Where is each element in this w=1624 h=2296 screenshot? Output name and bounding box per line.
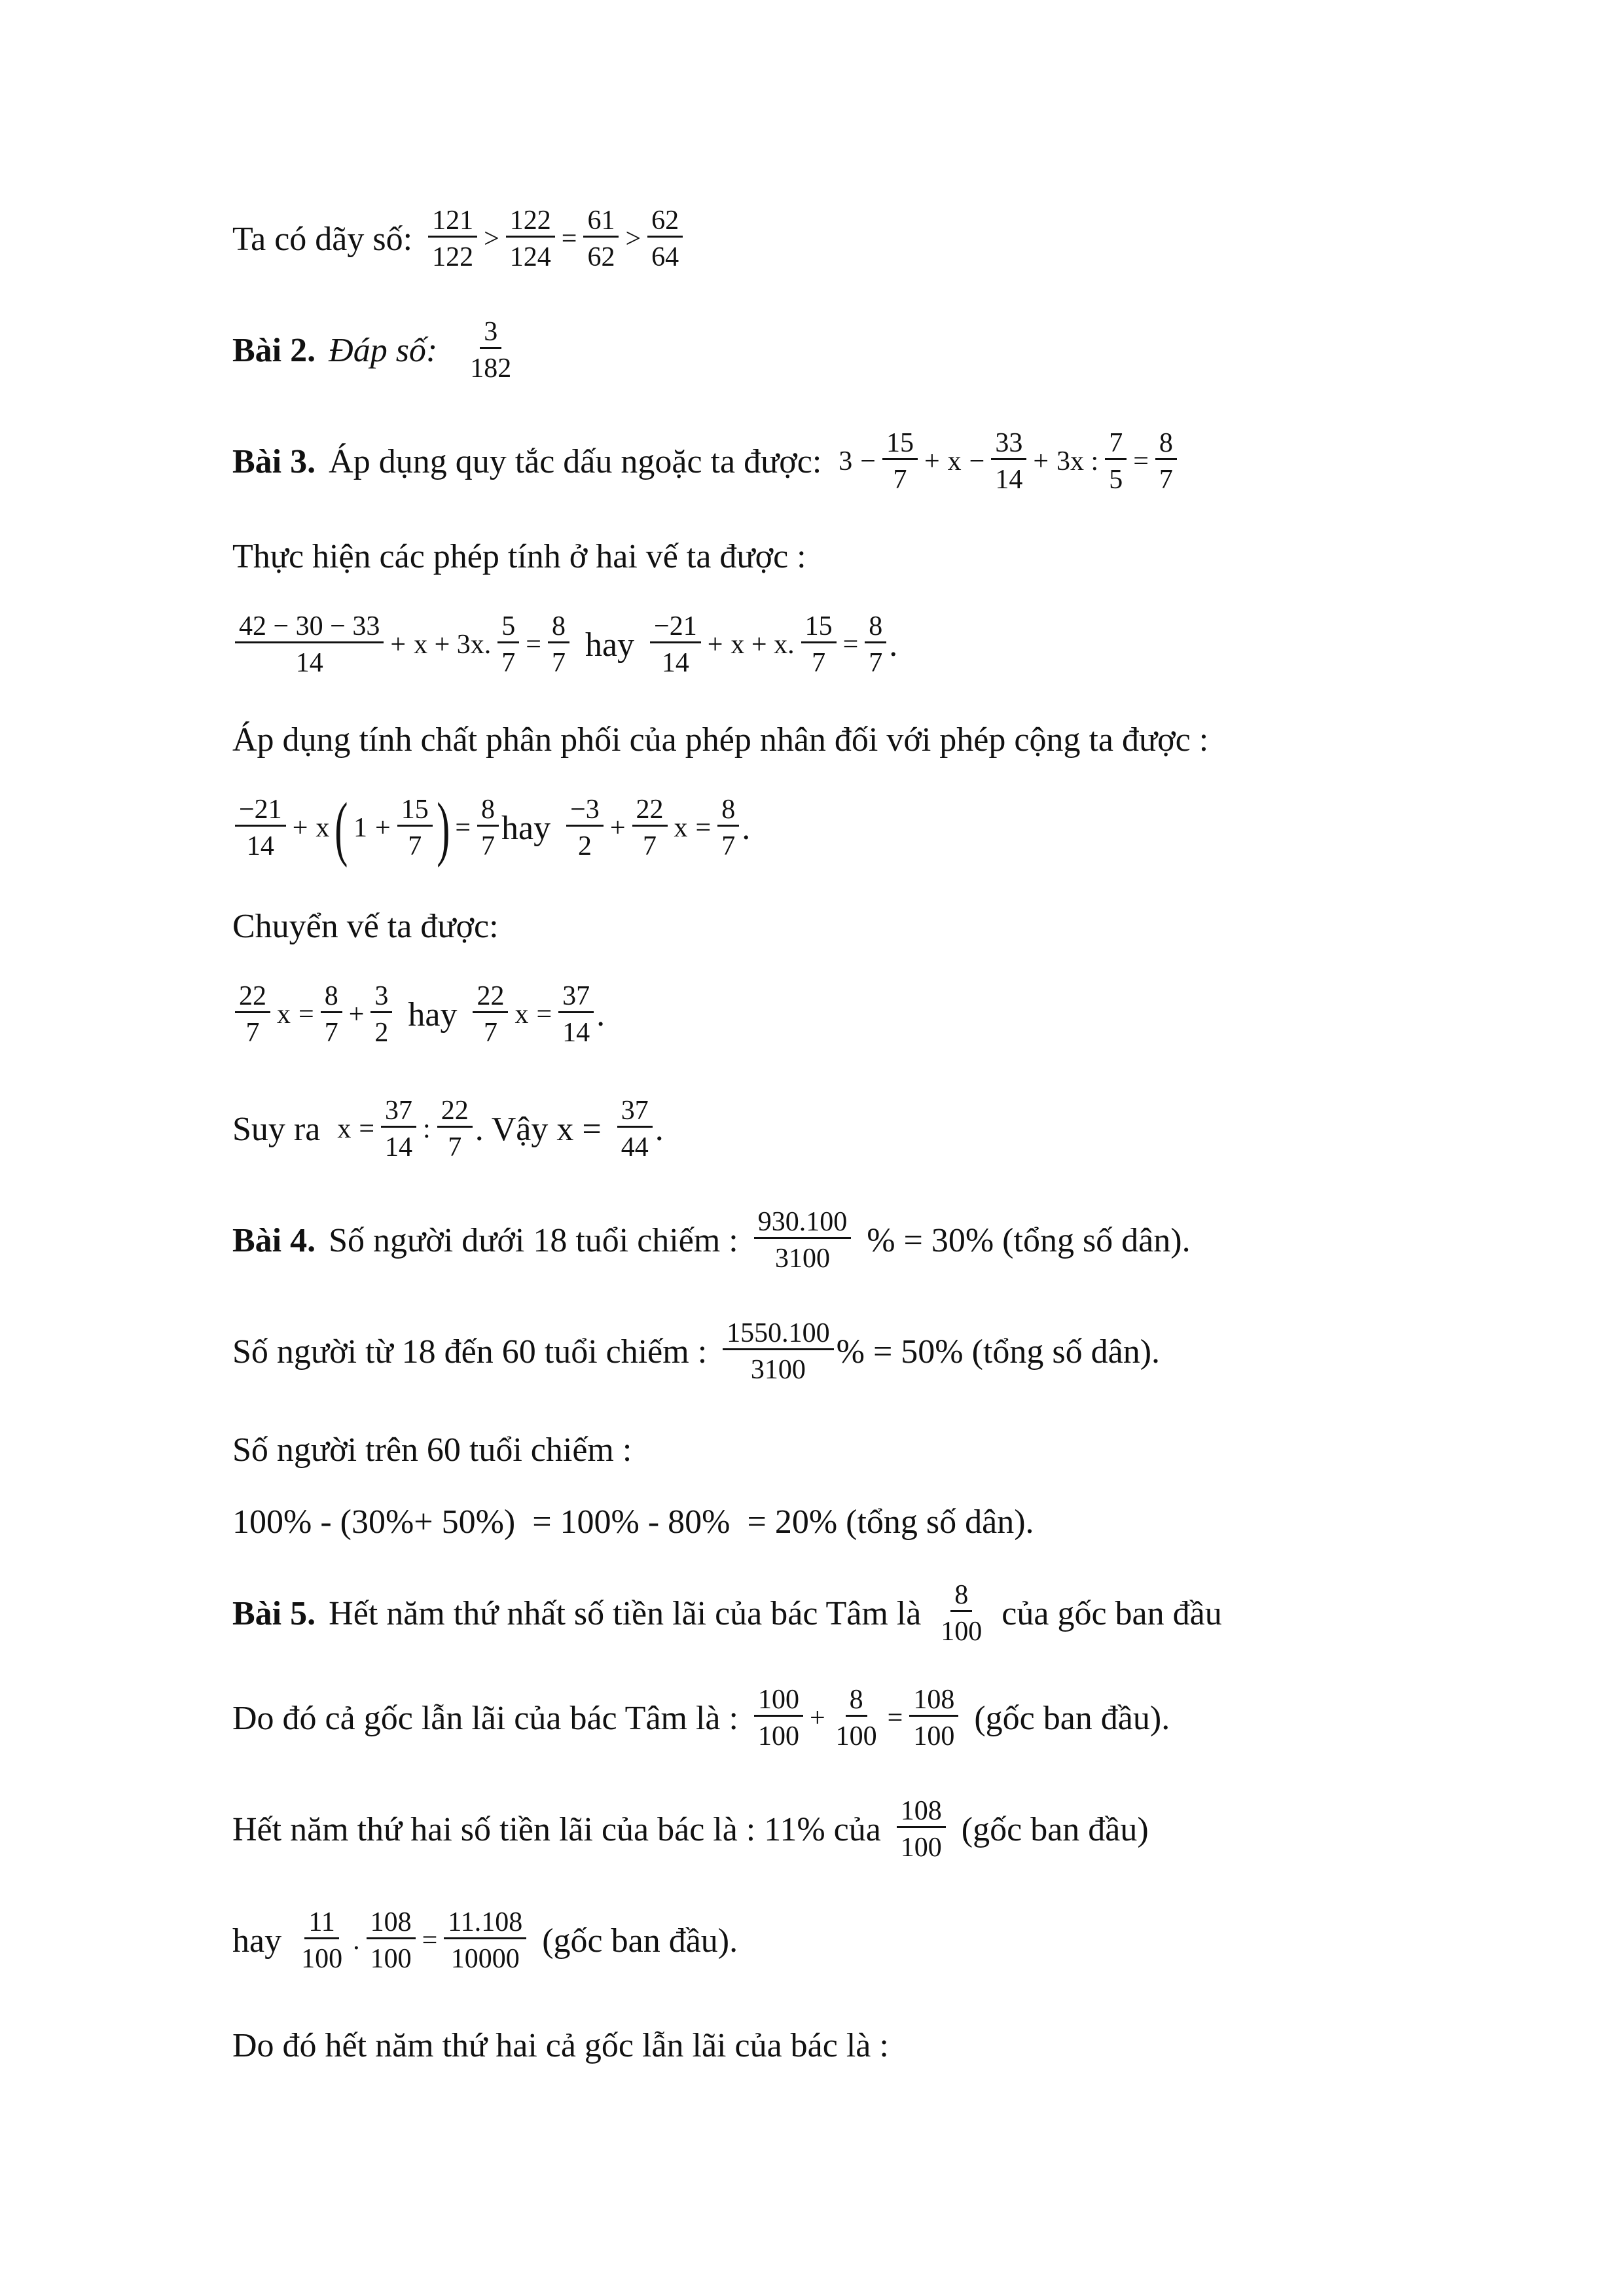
- text: Ta có dãy số:: [232, 220, 413, 258]
- text: Số người từ 18 đến 60 tuổi chiếm :: [232, 1333, 708, 1371]
- fraction: $\frac{15}{7}$: [397, 795, 433, 860]
- fraction: $\frac{62}{64}$: [647, 206, 683, 271]
- text: Số người trên 60 tuổi chiếm :: [232, 1431, 632, 1469]
- fraction: $\frac{22}{7}$: [632, 795, 668, 860]
- text: Hết năm thứ hai số tiền lãi của bác là : 11% của: [232, 1810, 881, 1848]
- fraction: $\frac{8}{7}$: [548, 612, 569, 677]
- fraction: $\frac{930.100}{3100}$: [754, 1208, 852, 1272]
- text: Thực hiện các phép tính ở hai vế ta được :: [232, 537, 806, 575]
- text-line: Hết năm thứ hai số tiền lãi của bác là : 11% của $\frac{108}{100}$ (gốc ban đầu): [232, 1796, 1149, 1863]
- fraction: $\frac{22}{7}$: [437, 1096, 473, 1161]
- fraction: $\frac{7}{5}$: [1105, 429, 1127, 493]
- text: hay: [232, 1922, 282, 1960]
- fraction: $\frac{8}{7}$: [717, 795, 739, 860]
- text-line: [232, 517, 806, 596]
- sequence-line: Ta có dãy số: $\frac{121}{122}$ > $\frac{122}{124}$ = $\frac{61}{62}$ > $\frac{62}{64}$: [232, 200, 685, 278]
- fraction: $\frac{122}{124}$: [506, 206, 555, 271]
- fraction: $\frac{37}{14}$: [381, 1096, 416, 1161]
- fraction: $\frac{42 - 30 - 33}{14}$: [235, 612, 384, 677]
- fraction: $\frac{3}{2}$: [370, 982, 392, 1047]
- text: Suy ra: [232, 1110, 321, 1148]
- fraction: $\frac{11.108}{10000}$: [444, 1908, 526, 1973]
- equation-line: $\frac{-21}{14}$ + x ( 1 + $\frac{15}{7}$ ) = $\frac{8}{7}$ hay $\frac{-3}{2}$ + $\frac{22}{7}$ x = $\frac{8}{7}$ .: [232, 789, 750, 867]
- fraction: $\frac{15}{7}$: [801, 612, 837, 677]
- text: 100% - (30%+ 50%) = 100% - 80% = 20% (tổng số dân).: [232, 1503, 1034, 1541]
- fraction: $\frac{15}{7}$: [882, 429, 918, 493]
- fraction: $\frac{37}{44}$: [617, 1096, 653, 1161]
- fraction: $\frac{8}{100}$: [941, 1580, 983, 1647]
- fraction: $\frac{3}{182}$: [470, 317, 512, 384]
- text-line: [232, 1482, 1034, 1561]
- fraction: $\frac{1550.100}{3100}$: [723, 1319, 834, 1384]
- bai-4-line: Bài 4. Số người dưới 18 tuổi chiếm : $\frac{930.100}{3100}$ % = 30% (tổng số dân).: [232, 1207, 1191, 1274]
- fraction: $\frac{8}{100}$: [835, 1685, 877, 1751]
- equation-line: $\frac{22}{7}$ x = $\frac{8}{7}$ + $\frac{3}{2}$ hay $\frac{22}{7}$ x = $\frac{37}{14}$ .: [232, 975, 605, 1054]
- text-line: [232, 700, 1208, 779]
- fraction: $\frac{-21}{14}$: [650, 612, 701, 677]
- fraction: $\frac{108}{100}$: [897, 1797, 946, 1861]
- text: Do đó hết năm thứ hai cả gốc lẫn lãi của bác là :: [232, 2026, 889, 2064]
- text-line: hay $\frac{11}{100}$ . $\frac{108}{100}$ = $\frac{11.108}{10000}$ (gốc ban đầu).: [232, 1907, 738, 1974]
- text: Chuyển vế ta được:: [232, 907, 499, 945]
- fraction: $\frac{8}{7}$: [865, 612, 886, 677]
- exercise-label: Bài 3.: [232, 442, 316, 480]
- answer-label: Đáp số:: [329, 331, 438, 369]
- fraction: $\frac{8}{7}$: [321, 982, 342, 1047]
- equation-line: Suy ra x = $\frac{37}{14}$ : $\frac{22}{7}$ . Vậy x = $\frac{37}{44}$ .: [232, 1096, 664, 1162]
- text-line: [232, 1410, 632, 1489]
- fraction: $\frac{108}{100}$: [367, 1908, 416, 1973]
- exercise-label: Bài 4.: [232, 1221, 316, 1259]
- text-line: [232, 887, 499, 965]
- fraction: $\frac{37}{14}$: [558, 982, 594, 1047]
- fraction: $\frac{11}{100}$: [301, 1907, 343, 1974]
- fraction: $\frac{5}{7}$: [497, 612, 519, 677]
- text: Số người dưới 18 tuổi chiếm :: [329, 1221, 738, 1259]
- bai-2-line: [232, 311, 518, 389]
- text: Áp dụng tính chất phân phối của phép nhân đối với phép cộng ta được :: [232, 721, 1209, 759]
- fraction: $\frac{22}{7}$: [235, 982, 270, 1047]
- exercise-label: Bài 5.: [232, 1594, 316, 1632]
- bai-3-line: Bài 3. Áp dụng quy tắc dấu ngoặc ta được: 3 − $\frac{15}{7}$ + x − $\frac{33}{14}$ + 3x : $\frac{7}{5}$ = $\frac{8}{7}$: [232, 422, 1180, 501]
- bai-5-line: Bài 5. Hết năm thứ nhất số tiền lãi của bác Tâm là $\frac{8}{100}$ của gốc ban đầu: [232, 1580, 1222, 1647]
- text: Do đó cả gốc lẫn lãi của bác Tâm là :: [232, 1699, 738, 1737]
- fraction: $\frac{33}{14}$: [991, 429, 1026, 493]
- text-line: [232, 2006, 889, 2085]
- fraction: $\frac{-21}{14}$: [235, 795, 286, 860]
- fraction: $\frac{8}{7}$: [477, 795, 499, 860]
- fraction: $\frac{-3}{2}$: [566, 795, 604, 860]
- fraction: $\frac{108}{100}$: [909, 1685, 958, 1750]
- text: Áp dụng quy tắc dấu ngoặc ta được:: [329, 442, 822, 480]
- exercise-label: Bài 2.: [232, 331, 316, 369]
- fraction: $\frac{100}{100}$: [754, 1685, 803, 1750]
- fraction: $\frac{22}{7}$: [473, 982, 508, 1047]
- fraction: $\frac{121}{122}$: [428, 206, 477, 271]
- text-line: Do đó cả gốc lẫn lãi của bác Tâm là : $\frac{100}{100}$ + $\frac{8}{100}$ = $\frac{108}{100}$ (gốc ban đầu).: [232, 1685, 1170, 1751]
- text: Hết năm thứ nhất số tiền lãi của bác Tâm là: [329, 1594, 922, 1632]
- fraction: $\frac{61}{62}$: [583, 206, 619, 271]
- equation-line: $\frac{42 - 30 - 33}{14}$ + x + 3x. $\frac{5}{7}$ = $\frac{8}{7}$ hay $\frac{-21}{14}$ + x + x. $\frac{15}{7}$ = $\frac{8}{7}$ .: [232, 605, 897, 684]
- fraction: $\frac{8}{7}$: [1155, 429, 1177, 493]
- text-line: Số người từ 18 đến 60 tuổi chiếm : $\frac{1550.100}{3100}$ % = 50% (tổng số dân).: [232, 1318, 1161, 1385]
